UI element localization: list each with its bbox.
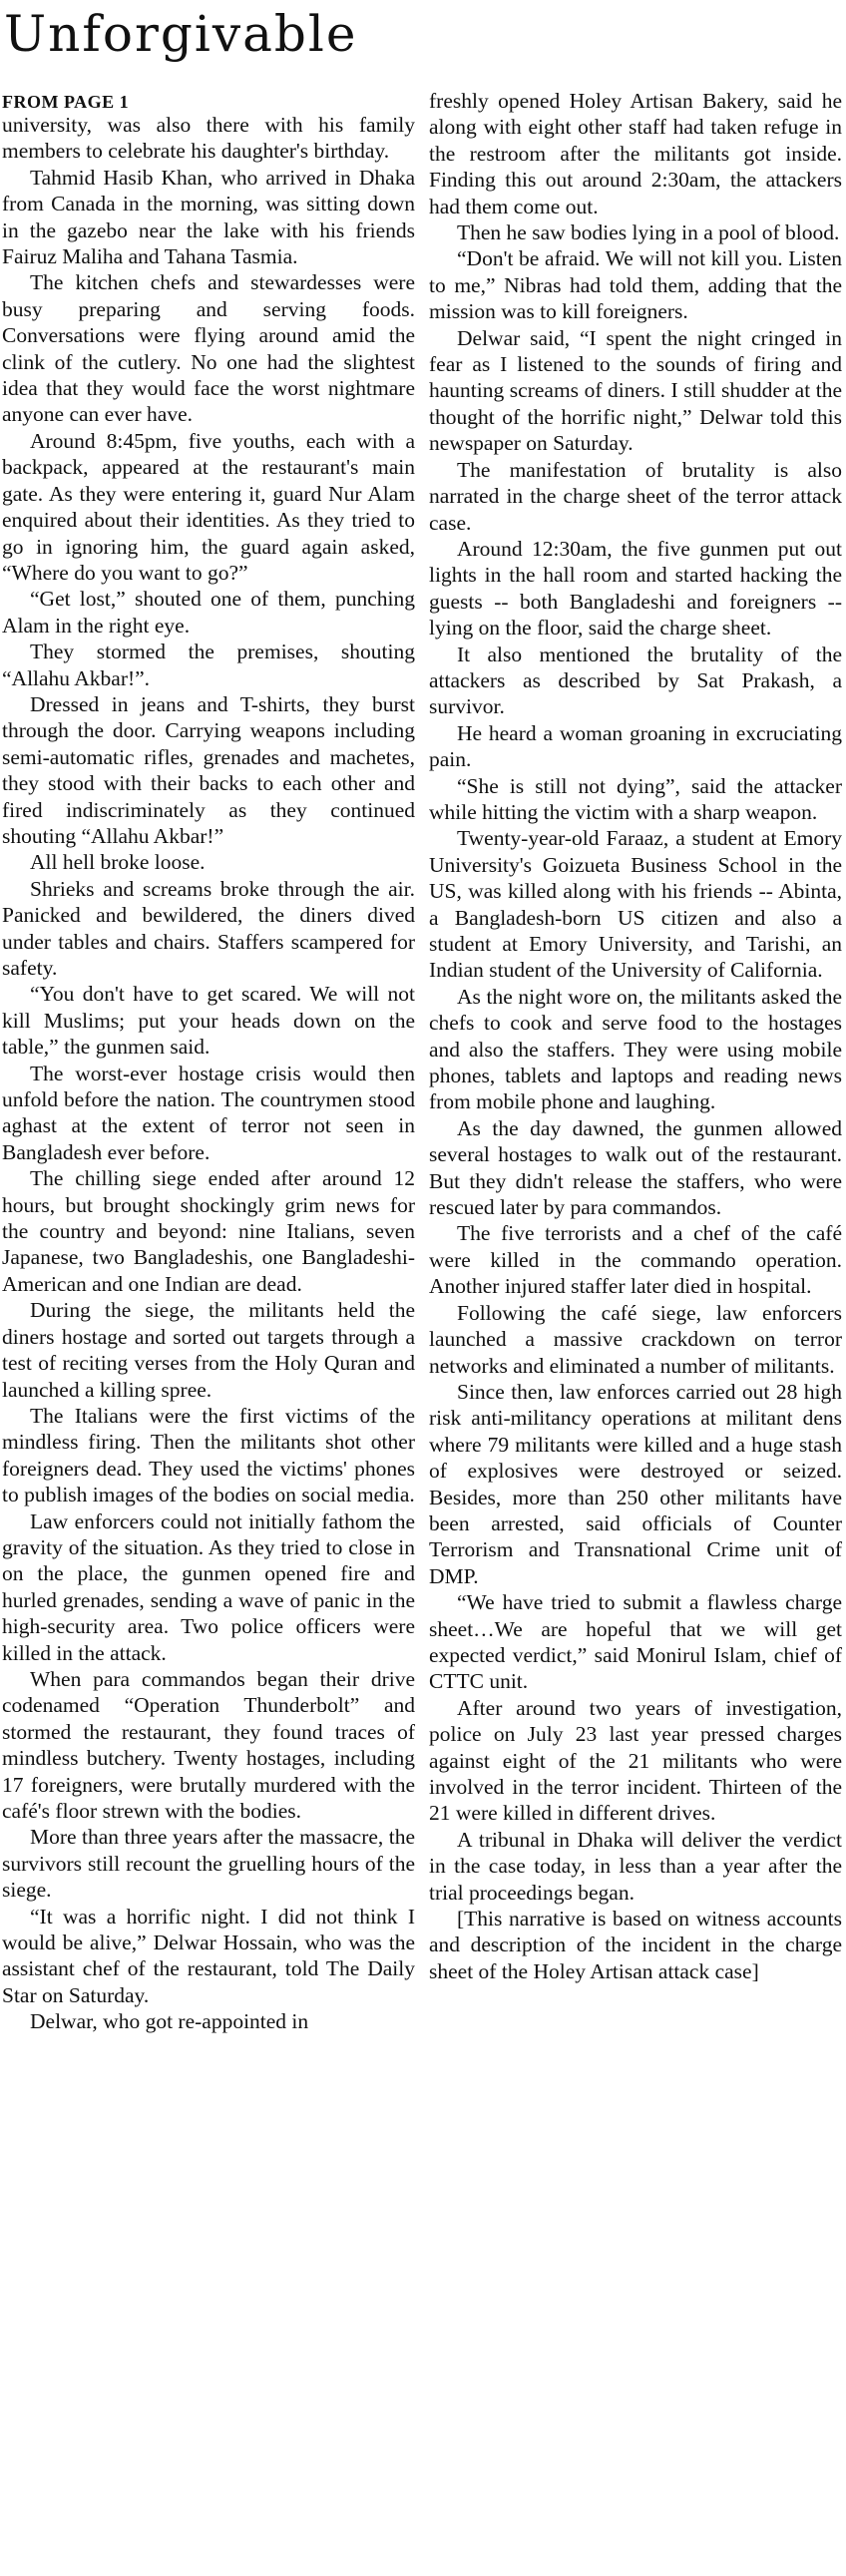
- paragraph: Following the café siege, law enforcers launched a massive crackdown on terror networks and eliminated a number of militants.: [429, 1300, 842, 1378]
- paragraph: All hell broke loose.: [30, 850, 206, 875]
- paragraph: freshly opened Holey Artisan Bakery, said he along with eight other staff had taken refuge in the restroom after the militants got inside. Finding this out around 2:30am, the attackers had them come out.: [429, 89, 842, 218]
- paragraph: “She is still not dying”, said the attacker while hitting the victim with a sharp weapon.: [429, 773, 842, 824]
- paragraph: Delwar, who got re-appointed in: [30, 2009, 309, 2034]
- paragraph: More than three years after the massacre, the survivors still recount the gruelling hours of the siege.: [2, 1825, 415, 1903]
- paragraph: Then he saw bodies lying in a pool of blood.: [457, 220, 840, 245]
- paragraph: Dressed in jeans and T-shirts, they burst through the door. Carrying weapons including semi-automatic rifles, grenades and machetes, they stood with their backs to each other and fired indiscriminately as they continued shouting “Allahu Akbar!”: [2, 691, 415, 848]
- paragraph: When para commandos began their drive codenamed “Operation Thunderbolt” and stormed the restaurant, they found traces of mindless butchery. Twenty hostages, including 17 foreigners, were brutally murdered with the café's floor strewn with the bodies.: [2, 1666, 415, 1823]
- paragraph: The five terrorists and a chef of the café were killed in the commando operation. Another injured staffer later died in hospital.: [429, 1221, 842, 1299]
- paragraph: Around 8:45pm, five youths, each with a backpack, appeared at the restaurant's main gate. As they were entering it, guard Nur Alam enquired about their identities. As they tried to go in ignoring him, the guard again asked, “Where do you want to go?”: [2, 428, 415, 585]
- paragraph: They stormed the premises, shouting “Allahu Akbar!”.: [2, 640, 415, 690]
- paragraph: “We have tried to submit a flawless charge sheet…We are hopeful that we will get expected verdict,” said Monirul Islam, chief of CTTC unit.: [429, 1590, 842, 1694]
- paragraph: A tribunal in Dhaka will deliver the verdict in the case today, in less than a year after the trial proceedings began.: [429, 1827, 842, 1905]
- article-column-right: [429, 88, 842, 1984]
- paragraph: [This narrative is based on witness accounts and description of the incident in the charge sheet of the Holey Artisan attack case]: [429, 1907, 842, 1983]
- paragraph: Delwar said, “I spent the night cringed in fear as I listened to the sounds of firing and haunting screams of diners. I still shudder at the thought of the horrific night,” Delwar told this newspaper on Saturday.: [429, 325, 842, 456]
- paragraph: The worst-ever hostage crisis would then unfold before the nation. The countrymen stood aghast at the extent of terror not seen in Bangladesh ever before.: [2, 1061, 415, 1164]
- paragraph: Twenty-year-old Faraaz, a student at Emory University's Goizueta Business School in the US, was killed along with his friends -- Abinta, a Bangladesh-born US citizen and also a student at Emory University, and Tarishi, an Indian student of the University of California.: [429, 826, 842, 983]
- paragraph: Law enforcers could not initially fathom the gravity of the situation. As they tried to close in on the place, the gunmen opened fire and hurled grenades, sending a wave of panic in the high-security area. Two police officers were killed in the attack.: [2, 1508, 415, 1665]
- paragraph: As the day dawned, the gunmen allowed several hostages to walk out of the restaurant. But they didn't release the staffers, who were rescued later by para commandos.: [429, 1115, 842, 1220]
- article-column-left: [2, 92, 415, 2035]
- paragraph: The manifestation of brutality is also narrated in the charge sheet of the terror attack case.: [429, 457, 842, 535]
- paragraph: “You don't have to get scared. We will not kill Muslims; put your heads down on the table,” the gunmen said.: [2, 982, 415, 1060]
- paragraph: After around two years of investigation, police on July 23 last year pressed charges against eight of the 21 militants who were involved in the terror incident. Thirteen of the 21 were killed in different drives.: [429, 1695, 842, 1826]
- paragraph: The chilling siege ended after around 12 hours, but brought shockingly grim news for the country and beyond: nine Italians, seven Japanese, two Bangladeshis, one Bangladeshi-American and one Indian are dead.: [2, 1166, 415, 1296]
- paragraph: Shrieks and screams broke through the air. Panicked and bewildered, the diners dived under tables and chairs. Staffers scampered for safety.: [2, 876, 415, 980]
- paragraph: It also mentioned the brutality of the attackers as described by Sat Prakash, a survivor.: [429, 642, 842, 719]
- paragraph: “Get lost,” shouted one of them, punching Alam in the right eye.: [2, 587, 415, 638]
- paragraph: As the night wore on, the militants asked the chefs to cook and serve food to the hostages and also the staffers. They were using mobile phones, tablets and laptops and reading news from mobile phone and laughing.: [429, 984, 842, 1114]
- paragraph: The Italians were the first victims of the mindless firing. Then the militants shot other foreigners dead. They used the victims' phones to publish images of the bodies on social media.: [2, 1403, 415, 1507]
- paragraph: The kitchen chefs and stewardesses were busy preparing and serving foods. Conversations were flying around amid the clink of the cutlery. No one had the slightest idea that they would face the worst nightmare anyone can ever have.: [2, 270, 415, 427]
- paragraph: “Don't be afraid. We will not kill you. Listen to me,” Nibras had told them, adding that the mission was to kill foreigners.: [429, 246, 842, 324]
- paragraph: university, was also there with his family members to celebrate his daughter's birthday.: [2, 113, 415, 164]
- paragraph: During the siege, the militants held the diners hostage and sorted out targets through a test of reciting verses from the Holy Quran and launched a killing spree.: [2, 1298, 415, 1402]
- paragraph: Tahmid Hasib Khan, who arrived in Dhaka from Canada in the morning, was sitting down in the gazebo near the lake with his friends Fairuz Maliha and Tahana Tasmia.: [2, 165, 415, 269]
- paragraph: Around 12:30am, the five gunmen put out lights in the hall room and started hacking the guests -- both Bangladeshi and foreigners -- lying on the floor, said the charge sheet.: [429, 536, 842, 641]
- jump-label: FROM PAGE 1: [2, 92, 130, 112]
- paragraph: “It was a horrific night. I did not think I would be alive,” Delwar Hossain, who was the assistant chef of the restaurant, told The Daily Star on Saturday.: [2, 1904, 415, 2007]
- paragraph: He heard a woman groaning in excruciating pain.: [429, 720, 842, 772]
- headline: Unforgivable: [4, 5, 358, 63]
- paragraph: Since then, law enforces carried out 28 high risk anti-militancy operations at militant dens where 79 militants were killed and a huge stash of explosives were destroyed or seized. Besides, more than 250 other militants have been arrested, said officials of Counter Terrorism and Transnational Crime unit of DMP.: [429, 1379, 842, 1588]
